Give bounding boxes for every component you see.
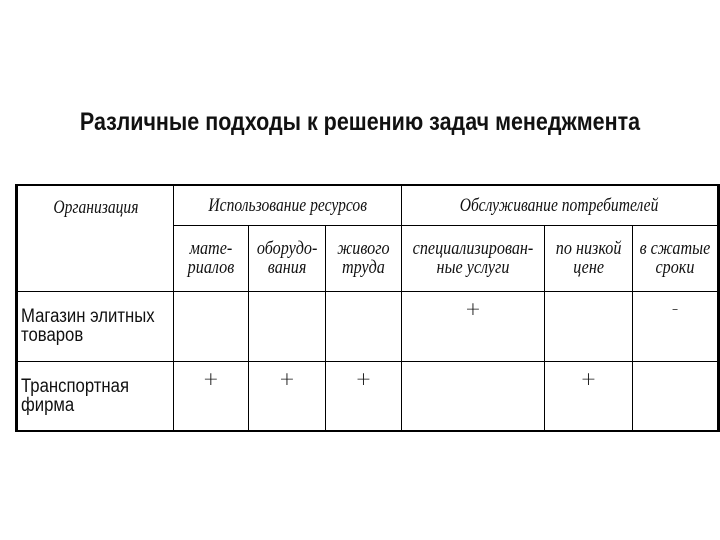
mark-cell: + [401, 291, 544, 361]
row-label: Транспортная фирма [17, 361, 174, 431]
approaches-table [15, 184, 720, 432]
mark-cell [173, 291, 248, 361]
mark-cell [544, 291, 632, 361]
table-row [17, 361, 719, 431]
subheader-low-price: по низкой цене [544, 225, 632, 291]
subheader-equipment: оборудо- вания [248, 225, 325, 291]
subheader-labor: живого труда [326, 225, 402, 291]
table-row [17, 291, 719, 361]
mark-cell: + [326, 361, 402, 431]
header-row [17, 185, 719, 225]
mark-cell [326, 291, 402, 361]
subheader-specialized: специализирован- ные услуги [401, 225, 544, 291]
organization-header: Организация [17, 185, 174, 291]
row-label: Магазин элитных товаров [17, 291, 174, 361]
mark-cell [248, 291, 325, 361]
resources-group-header: Использование ресурсов [173, 185, 401, 225]
mark-cell [401, 361, 544, 431]
service-group-header: Обслуживание потребителей [401, 185, 718, 225]
subheader-short-terms: в сжатые сроки [633, 225, 719, 291]
mark-cell: + [248, 361, 325, 431]
mark-cell: - [633, 291, 719, 361]
subheader-materials: мате- риалов [173, 225, 248, 291]
page-title: Различные подходы к решению задач менеджмента [79, 108, 641, 136]
mark-cell [633, 361, 719, 431]
mark-cell: + [173, 361, 248, 431]
mark-cell: + [544, 361, 632, 431]
